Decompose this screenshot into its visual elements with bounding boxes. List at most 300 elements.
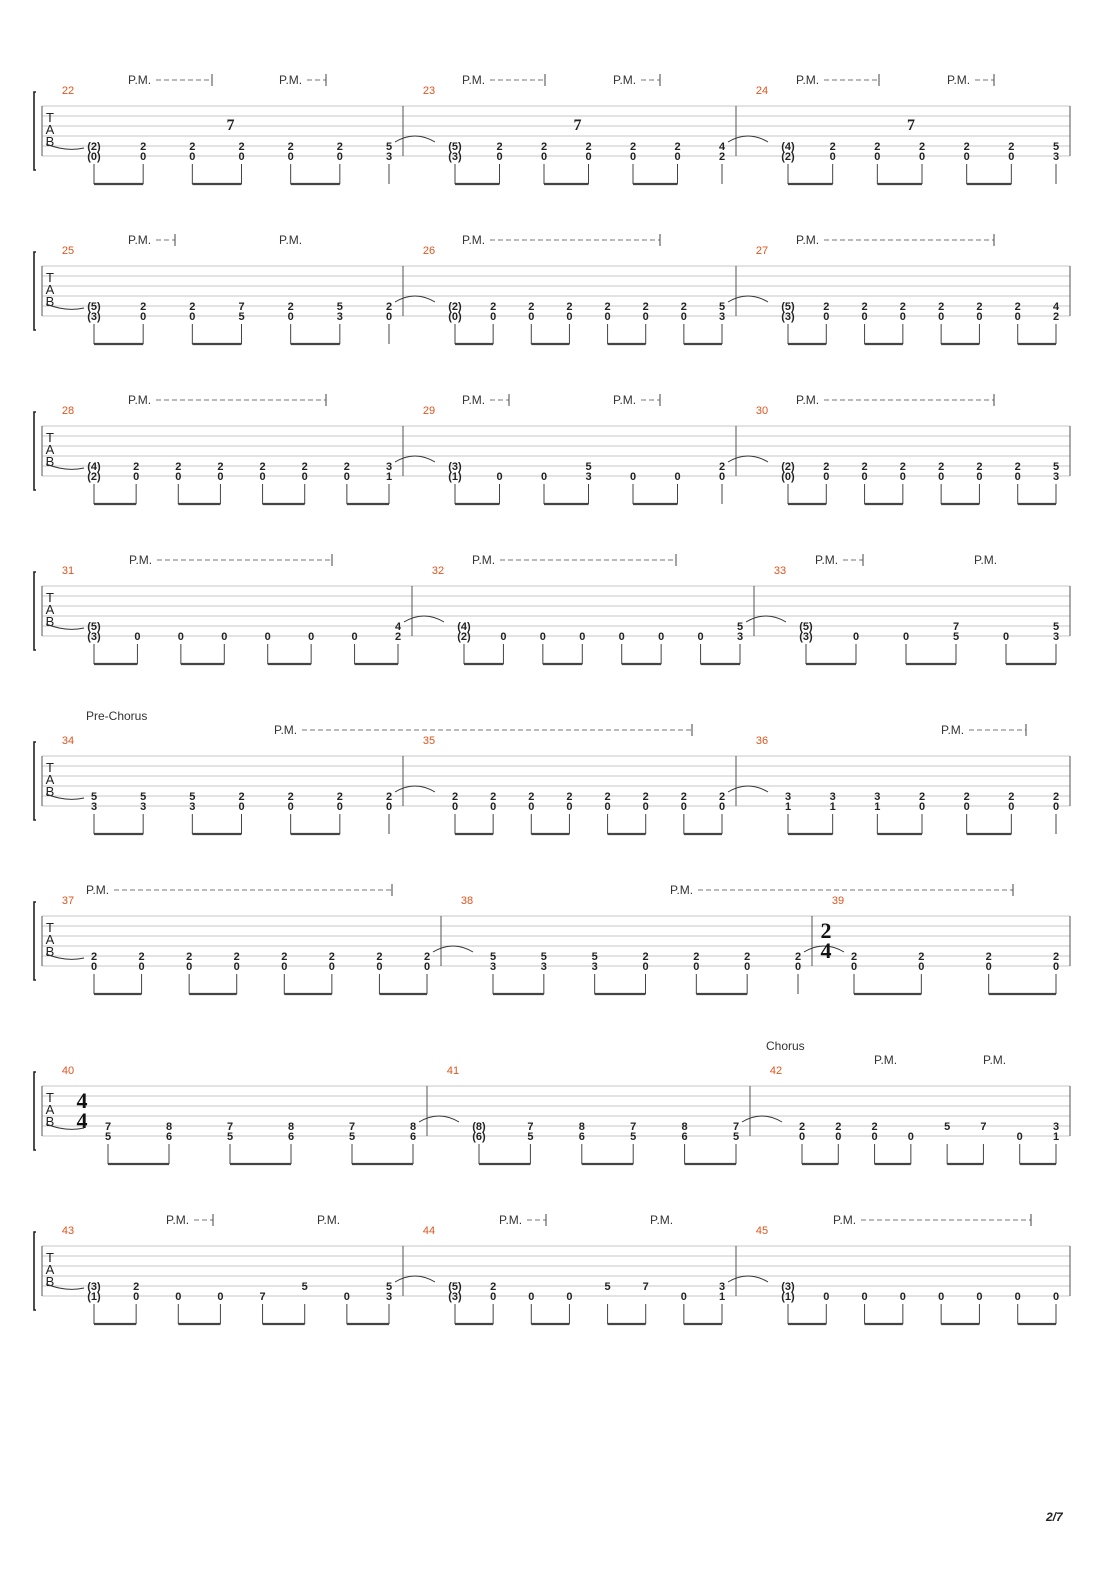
tab-clef-b: B: [45, 784, 55, 799]
fret-note: 0: [918, 961, 925, 973]
tie-arc: [728, 1276, 768, 1282]
palm-mute-label: P.M.: [128, 393, 152, 407]
fret-note: (2): [781, 151, 795, 163]
fret-note: 2: [496, 141, 503, 153]
fret-note: 0: [328, 961, 335, 973]
fret-note: 0: [539, 631, 546, 643]
fret-note: 3: [591, 961, 598, 973]
tab-clef-t: T: [46, 920, 54, 935]
system-bracket: [34, 742, 36, 820]
fret-note: 0: [642, 801, 649, 813]
fret-note: 2: [642, 791, 649, 803]
fret-note: (1): [87, 1291, 101, 1303]
fret-note: 2: [798, 1121, 806, 1133]
fret-note: 0: [697, 631, 704, 643]
fret-note: (4): [781, 141, 795, 153]
fret-note: 0: [528, 1291, 535, 1303]
fret-note: 2: [823, 461, 830, 473]
section-label: Pre-Chorus: [86, 709, 148, 723]
fret-note: 2: [861, 301, 868, 313]
fret-note: 5: [140, 791, 147, 803]
measure-number: 38: [460, 895, 474, 907]
fret-note: (3): [781, 311, 795, 323]
time-signature-bottom: 4: [820, 938, 832, 963]
fret-note: 0: [604, 311, 611, 323]
measure-number: 24: [755, 85, 769, 97]
tab-clef-b: B: [45, 614, 55, 629]
fret-note: 3: [874, 791, 881, 803]
fret-note: 2: [585, 141, 592, 153]
fret-note: 0: [287, 801, 294, 813]
fret-note: 0: [189, 311, 196, 323]
tie-arc: [395, 1276, 435, 1282]
fret-note: 0: [861, 1291, 868, 1303]
fret-note: 2: [90, 951, 98, 963]
fret-note: 3: [140, 801, 147, 813]
tab-system: [34, 1039, 1070, 1164]
fret-note: 5: [301, 1281, 308, 1293]
fret-note: 0: [976, 1291, 983, 1303]
tie-arc: [404, 616, 444, 622]
palm-mute-label: P.M.: [86, 883, 110, 897]
fret-note: 0: [798, 1131, 806, 1143]
fret-note: 2: [490, 791, 497, 803]
rest-symbol: 7: [907, 117, 915, 134]
fret-note: 1: [1052, 1131, 1060, 1143]
fret-note: 0: [177, 631, 184, 643]
tab-clef-a: A: [45, 932, 55, 947]
fret-note: 0: [680, 801, 687, 813]
fret-note: 2: [899, 301, 906, 313]
fret-note: 2: [1052, 311, 1060, 323]
tie-arc: [742, 1116, 782, 1122]
fret-note: 2: [259, 461, 266, 473]
fret-note: 0: [385, 311, 393, 323]
measure-number: 25: [61, 245, 75, 257]
tab-system: [34, 1213, 1070, 1324]
tab-clef-t: T: [46, 1250, 54, 1265]
fret-note: 6: [681, 1131, 688, 1143]
fret-note: 0: [823, 311, 830, 323]
fret-note: 0: [1008, 151, 1015, 163]
fret-note: 2: [642, 951, 649, 963]
fret-note: 2: [217, 461, 224, 473]
tab-clef-a: A: [45, 442, 55, 457]
measure-number: 31: [61, 565, 75, 577]
measure-number: 27: [755, 245, 769, 257]
fret-note: 0: [902, 631, 910, 643]
palm-mute-label: P.M.: [613, 73, 637, 87]
fret-note: 0: [871, 1131, 878, 1143]
palm-mute-label: P.M.: [650, 1213, 674, 1227]
fret-note: (3): [448, 1291, 462, 1303]
fret-note: 0: [874, 151, 881, 163]
fret-note: 2: [718, 461, 726, 473]
fret-note: 2: [963, 141, 970, 153]
palm-mute-label: P.M.: [128, 233, 152, 247]
fret-note: 0: [351, 631, 358, 643]
fret-note: 2: [744, 951, 751, 963]
system-bracket: [34, 252, 36, 330]
fret-note: 2: [1014, 301, 1021, 313]
fret-note: 2: [963, 791, 970, 803]
tab-clef-t: T: [46, 590, 54, 605]
tab-clef-t: T: [46, 430, 54, 445]
fret-note: 5: [104, 1131, 112, 1143]
palm-mute-label: P.M.: [499, 1213, 523, 1227]
fret-note: 0: [629, 471, 637, 483]
tie-arc: [746, 616, 786, 622]
tab-system: [34, 393, 1070, 504]
fret-note: 0: [674, 471, 681, 483]
fret-note: 5: [238, 311, 245, 323]
fret-note: 2: [336, 141, 343, 153]
fret-note: 0: [133, 1291, 140, 1303]
tie-arc: [728, 296, 768, 302]
fret-note: 7: [952, 621, 960, 633]
fret-note: 2: [423, 951, 431, 963]
fret-note: 2: [566, 791, 573, 803]
palm-mute-label: P.M.: [796, 233, 820, 247]
palm-mute-label: P.M.: [128, 73, 152, 87]
palm-mute-label: P.M.: [279, 233, 303, 247]
fret-note: 5: [385, 141, 393, 153]
fret-note: (1): [448, 471, 462, 483]
fret-note: 2: [138, 951, 145, 963]
fret-note: 5: [189, 791, 196, 803]
fret-note: 2: [938, 301, 945, 313]
fret-note: 2: [566, 301, 573, 313]
fret-note: 2: [823, 301, 830, 313]
system-bracket: [34, 1072, 36, 1150]
fret-note: 2: [140, 141, 147, 153]
fret-note: 0: [642, 961, 649, 973]
fret-note: 0: [500, 631, 507, 643]
tie-arc: [433, 946, 473, 952]
tab-clef-b: B: [45, 1274, 55, 1289]
fret-note: 4: [1052, 301, 1060, 313]
fret-note: 2: [376, 951, 383, 963]
fret-note: 0: [850, 961, 858, 973]
fret-note: 2: [133, 461, 140, 473]
fret-note: 5: [944, 1121, 951, 1133]
tab-clef-a: A: [45, 1102, 55, 1117]
tab-clef-a: A: [45, 602, 55, 617]
fret-note: 0: [823, 1291, 830, 1303]
fret-note: 0: [976, 471, 983, 483]
fret-note: 0: [718, 801, 726, 813]
fret-note: (3): [448, 461, 462, 473]
palm-mute-label: P.M.: [670, 883, 694, 897]
fret-note: 2: [1052, 791, 1060, 803]
system-bracket: [34, 902, 36, 980]
palm-mute-label: P.M.: [796, 73, 820, 87]
measure-number: 39: [831, 895, 845, 907]
fret-note: 3: [1052, 631, 1060, 643]
fret-note: 3: [829, 791, 836, 803]
fret-note: 3: [718, 1281, 726, 1293]
section-label: Chorus: [766, 1039, 805, 1053]
fret-note: 0: [496, 471, 503, 483]
fret-note: 2: [186, 951, 193, 963]
fret-note: 0: [423, 961, 431, 973]
fret-note: 2: [287, 141, 294, 153]
palm-mute-label: P.M.: [317, 1213, 341, 1227]
fret-note: 8: [165, 1121, 173, 1133]
fret-note: 2: [528, 301, 535, 313]
fret-note: 2: [604, 301, 611, 313]
measure-number: 45: [755, 1225, 769, 1237]
fret-note: 2: [133, 1281, 140, 1293]
fret-note: 7: [630, 1121, 637, 1133]
palm-mute-label: P.M.: [462, 73, 486, 87]
fret-note: 0: [963, 151, 970, 163]
fret-note: 2: [835, 1121, 842, 1133]
palm-mute-label: P.M.: [613, 393, 637, 407]
fret-note: 0: [134, 631, 141, 643]
fret-note: 2: [918, 951, 925, 963]
tab-system: [34, 73, 1070, 184]
fret-note: 7: [732, 1121, 740, 1133]
fret-note: 6: [287, 1131, 295, 1143]
fret-note: 0: [938, 311, 945, 323]
fret-note: 0: [140, 151, 147, 163]
tab-clef-b: B: [45, 134, 55, 149]
fret-note: 0: [579, 631, 586, 643]
time-signature-top: 4: [76, 1088, 88, 1113]
fret-note: (5): [448, 1281, 462, 1293]
fret-note: 0: [1052, 801, 1060, 813]
fret-note: 2: [918, 141, 926, 153]
fret-note: 2: [385, 791, 393, 803]
fret-note: 0: [138, 961, 145, 973]
fret-note: 8: [578, 1121, 585, 1133]
fret-note: 0: [301, 471, 308, 483]
fret-note: 6: [165, 1131, 173, 1143]
fret-note: 0: [618, 631, 625, 643]
fret-note: 1: [874, 801, 881, 813]
fret-note: 0: [1014, 311, 1021, 323]
fret-note: (5): [799, 621, 813, 633]
fret-note: 7: [642, 1281, 649, 1293]
fret-note: 1: [385, 471, 393, 483]
fret-note: 0: [658, 631, 665, 643]
fret-note: 0: [217, 1291, 224, 1303]
fret-note: 2: [528, 791, 535, 803]
fret-note: 0: [963, 801, 970, 813]
palm-mute-label: P.M.: [947, 73, 971, 87]
fret-note: 2: [874, 141, 881, 153]
fret-note: 0: [585, 151, 592, 163]
tab-clef-b: B: [45, 944, 55, 959]
fret-note: 3: [385, 461, 393, 473]
fret-note: 2: [328, 951, 335, 963]
fret-note: 0: [693, 961, 700, 973]
palm-mute-label: P.M.: [974, 553, 998, 567]
fret-note: 2: [899, 461, 906, 473]
fret-note: 5: [336, 301, 343, 313]
fret-note: 5: [736, 621, 744, 633]
tie-arc: [728, 136, 768, 142]
fret-note: 0: [1052, 961, 1060, 973]
fret-note: 0: [899, 1291, 906, 1303]
fret-note: 3: [718, 311, 726, 323]
fret-note: 0: [1052, 1291, 1060, 1303]
fret-note: 0: [861, 311, 868, 323]
measure-number: 40: [61, 1065, 75, 1077]
tab-system: [34, 233, 1070, 344]
fret-note: 3: [90, 801, 98, 813]
fret-note: 2: [238, 791, 245, 803]
measure-number: 22: [61, 85, 75, 97]
fret-note: 0: [985, 961, 992, 973]
fret-note: 5: [385, 1281, 393, 1293]
tie-arc: [395, 296, 435, 302]
fret-note: 2: [718, 791, 726, 803]
fret-note: 0: [899, 311, 906, 323]
page-number: 2/7: [1046, 1510, 1063, 1524]
fret-note: 0: [308, 631, 315, 643]
fret-note: (3): [87, 311, 101, 323]
fret-note: 0: [217, 471, 224, 483]
fret-note: 2: [829, 141, 836, 153]
fret-note: 5: [1052, 141, 1060, 153]
fret-note: 2: [1014, 461, 1021, 473]
fret-note: 7: [527, 1121, 534, 1133]
palm-mute-label: P.M.: [983, 1053, 1007, 1067]
fret-note: 2: [1052, 951, 1060, 963]
fret-note: 2: [985, 951, 992, 963]
tab-clef-t: T: [46, 760, 54, 775]
system-bracket: [34, 412, 36, 490]
fret-note: 0: [264, 631, 271, 643]
fret-note: 2: [642, 301, 649, 313]
palm-mute-label: P.M.: [279, 73, 303, 87]
time-signature-top: 2: [820, 918, 832, 943]
fret-note: 3: [736, 631, 744, 643]
fret-note: 2: [287, 791, 294, 803]
fret-note: 3: [540, 961, 547, 973]
fret-note: 1: [784, 801, 792, 813]
fret-note: 5: [1052, 621, 1060, 633]
fret-note: 0: [490, 1291, 497, 1303]
fret-note: 0: [642, 311, 649, 323]
fret-note: 0: [287, 151, 294, 163]
fret-note: 0: [233, 961, 240, 973]
fret-note: 0: [336, 801, 343, 813]
fret-note: 5: [540, 951, 547, 963]
measure-number: 23: [422, 85, 436, 97]
fret-note: 0: [938, 471, 945, 483]
fret-note: (1): [781, 1291, 795, 1303]
fret-note: 7: [259, 1291, 266, 1303]
fret-note: (2): [87, 141, 101, 153]
fret-note: 2: [718, 151, 726, 163]
fret-note: 3: [784, 791, 792, 803]
tab-clef-t: T: [46, 270, 54, 285]
fret-note: 6: [409, 1131, 417, 1143]
measure-number: 28: [61, 405, 75, 417]
fret-note: 2: [680, 301, 687, 313]
palm-mute-label: P.M.: [941, 723, 965, 737]
measure-number: 32: [431, 565, 445, 577]
fret-note: 0: [629, 151, 637, 163]
fret-note: 5: [1052, 461, 1060, 473]
fret-note: (3): [87, 1281, 101, 1293]
fret-note: 0: [907, 1131, 914, 1143]
fret-note: 0: [287, 311, 294, 323]
measure-number: 42: [769, 1065, 783, 1077]
fret-note: 8: [287, 1121, 295, 1133]
fret-note: 0: [451, 801, 459, 813]
fret-note: 0: [528, 311, 535, 323]
fret-note: 0: [938, 1291, 945, 1303]
fret-note: 0: [540, 471, 548, 483]
fret-note: 0: [852, 631, 860, 643]
fret-note: (5): [87, 621, 101, 633]
fret-note: 0: [918, 801, 926, 813]
fret-note: (0): [87, 151, 101, 163]
fret-note: 2: [238, 141, 245, 153]
fret-note: 5: [732, 1131, 740, 1143]
fret-note: (3): [799, 631, 813, 643]
fret-note: 2: [629, 141, 637, 153]
tie-arc: [395, 136, 435, 142]
fret-note: (3): [87, 631, 101, 643]
palm-mute-label: P.M.: [129, 553, 153, 567]
measure-number: 33: [773, 565, 787, 577]
fret-note: 6: [578, 1131, 585, 1143]
fret-note: 0: [1014, 1291, 1021, 1303]
fret-note: 3: [1052, 471, 1060, 483]
fret-note: 0: [794, 961, 802, 973]
fret-note: (0): [448, 311, 462, 323]
fret-note: 2: [140, 301, 147, 313]
fret-note: 7: [980, 1121, 987, 1133]
fret-note: (5): [781, 301, 795, 313]
fret-note: 5: [489, 951, 497, 963]
measure-number: 29: [422, 405, 436, 417]
fret-note: (2): [87, 471, 101, 483]
fret-note: (6): [472, 1131, 486, 1143]
fret-note: (5): [448, 141, 462, 153]
fret-note: 0: [189, 151, 196, 163]
fret-note: 2: [693, 951, 700, 963]
fret-note: (4): [87, 461, 101, 473]
measure-number: 35: [422, 735, 436, 747]
fret-note: 8: [681, 1121, 688, 1133]
measure-number: 43: [61, 1225, 75, 1237]
tab-clef-a: A: [45, 1262, 55, 1277]
fret-note: 2: [871, 1121, 878, 1133]
fret-note: 5: [630, 1131, 637, 1143]
tab-clef-t: T: [46, 110, 54, 125]
fret-note: 0: [718, 471, 726, 483]
fret-note: 0: [336, 151, 343, 163]
measure-number: 44: [422, 1225, 436, 1237]
tab-clef-a: A: [45, 282, 55, 297]
fret-note: 0: [674, 151, 681, 163]
fret-note: 0: [376, 961, 383, 973]
fret-note: 2: [604, 791, 611, 803]
fret-note: 2: [189, 301, 196, 313]
fret-note: 1: [829, 801, 836, 813]
fret-note: 2: [680, 791, 687, 803]
fret-note: (3): [448, 151, 462, 163]
fret-note: 0: [528, 801, 535, 813]
fret-note: 2: [976, 461, 983, 473]
palm-mute-label: P.M.: [472, 553, 496, 567]
